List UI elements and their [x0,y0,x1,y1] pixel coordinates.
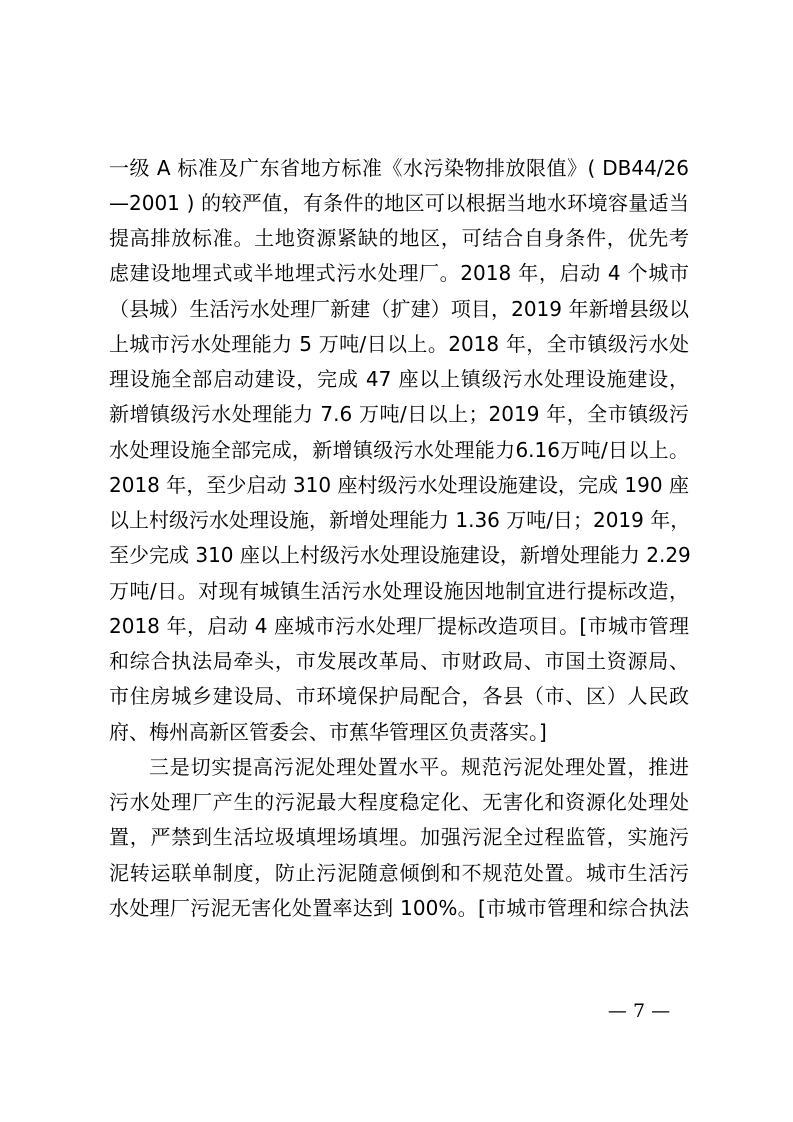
text-line-21: 泥转运联单制度，防止污泥随意倾倒和不规范处置。城市生活污 [109,861,689,885]
text-line-8: 新增镇级污水处理能力 7.6 万吨/日以上；2019 年，全市镇级污 [109,402,689,426]
text-line-9: 水处理设施全部完成，新增镇级污水处理能力6.16万吨/日以上。 [109,438,689,462]
text-line-4: 虑建设地埋式或半地埋式污水处理厂。2018 年，启动 4 个城市 [109,261,689,285]
text-line-19: 污水处理厂产生的污泥最大程度稳定化、无害化和资源化处理处 [109,790,689,814]
text-line-1: 一级 A 标准及广东省地方标准《水污染物排放限值》( DB44/26 [109,156,689,180]
text-line-16: 市住房城乡建设局、市环境保护局配合，各县（市、区）人民政 [109,684,689,708]
text-line-5: （县城）生活污水处理厂新建（扩建）项目，2019 年新增县级以 [109,297,689,321]
text-line-10: 2018 年，至少启动 310 座村级污水处理设施建设，完成 190 座 [109,473,689,497]
text-line-15: 和综合执法局牵头，市发展改革局、市财政局、市国土资源局、 [109,649,689,673]
text-line-7: 理设施全部启动建设，完成 47 座以上镇级污水处理设施建设， [109,367,689,391]
text-line-2: —2001 ) 的较严值，有条件的地区可以根据当地水环境容量适当 [109,191,689,215]
text-line-12: 至少完成 310 座以上村级污水处理设施建设，新增处理能力 2.29 [109,543,691,567]
text-line-14: 2018 年，启动 4 座城市污水处理厂提标改造项目。[市城市管理 [109,614,689,638]
paragraph-start-line: 三是切实提高污泥处理处置水平。规范污泥处理处置，推进 [149,755,689,779]
text-line-13: 万吨/日。对现有城镇生活污水处理设施因地制宜进行提标改造， [109,579,689,603]
text-line-17: 府、梅州高新区管委会、市蕉华管理区负责落实。] [109,720,547,744]
text-line-11: 以上村级污水处理设施，新增处理能力 1.36 万吨/日；2019 年， [109,508,691,532]
text-line-22: 水处理厂污泥无害化处置率达到 100%。[市城市管理和综合执法 [109,896,689,920]
text-line-3: 提高排放标准。土地资源紧缺的地区，可结合自身条件，优先考 [109,226,689,250]
text-line-20: 置，严禁到生活垃圾填埋场填埋。加强污泥全过程监管，实施污 [109,825,689,849]
page-number: — 7 — [607,1000,671,1022]
text-line-6: 上城市污水处理能力 5 万吨/日以上。2018 年，全市镇级污水处 [109,332,689,356]
